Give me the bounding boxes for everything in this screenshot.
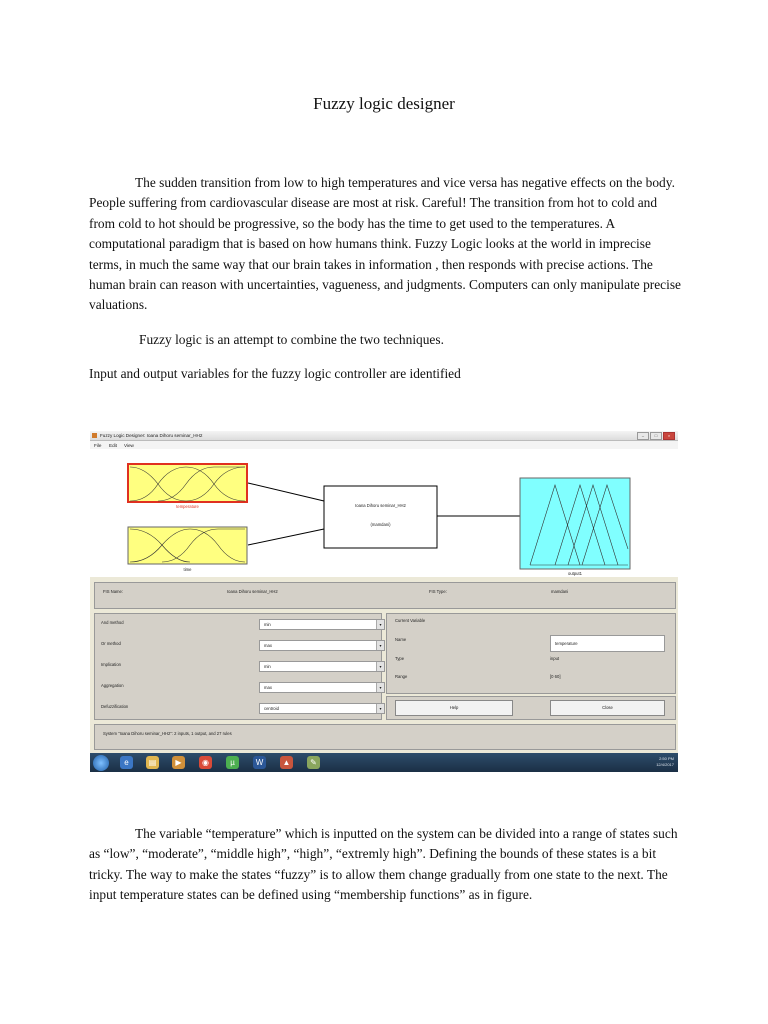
- fis-type-label: FIS Type:: [429, 589, 447, 594]
- chevron-down-icon: ▾: [376, 683, 384, 692]
- notepad-icon[interactable]: ✎: [307, 756, 320, 769]
- and-method-value: min: [264, 622, 271, 627]
- fis-diagram: [90, 449, 678, 577]
- windows-taskbar: [90, 753, 678, 772]
- defuzzification-select[interactable]: [259, 703, 385, 714]
- variable-range-value: [0 60]: [550, 674, 561, 679]
- fis-name-value: Ioana Dihoru seminar_HH2: [227, 589, 278, 594]
- output-label: output1: [568, 571, 582, 576]
- internet-explorer-icon[interactable]: e: [120, 756, 133, 769]
- torrent-icon[interactable]: µ: [226, 756, 239, 769]
- paragraph-variables: Input and output variables for the fuzzy logic controller are identified: [89, 366, 461, 381]
- variable-name-value: temperature: [555, 641, 578, 646]
- variable-name-field[interactable]: [550, 635, 665, 652]
- help-button[interactable]: Help: [395, 700, 513, 716]
- method-label-implication: Implication: [101, 662, 122, 667]
- menu-edit[interactable]: Edit: [109, 443, 117, 448]
- or-method-value: max: [264, 643, 272, 648]
- paragraph-fuzzy-attempt: Fuzzy logic is an attempt to combine the two techniques.: [139, 332, 444, 347]
- current-variable-title: Current Variable: [395, 618, 426, 623]
- window-title: Fuzzy Logic Designer: Ioana Dihoru seminar_HH2: [100, 433, 203, 438]
- media-player-icon[interactable]: ▶: [172, 756, 185, 769]
- clock-date: 12/4/2017: [656, 762, 674, 767]
- output-block[interactable]: [520, 478, 630, 569]
- aggregation-value: max: [264, 685, 272, 690]
- menu-bar: [90, 441, 678, 449]
- intro-paragraph: The sudden transition from low to high temperatures and vice versa has negative effects on the body. People suffering from cardiovascular disease are most at risk. Careful! The transition from hot to cold and from cold to hot should be progressive, so the body has the time to get used to the temperatures. A computational paradigm that is based on how humans think. Fuzzy Logic looks at the world in imprecise terms, in much the same way that our brain takes in information , then responds with precise actions. The human brain can reason with uncertainties, vagueness, and judgments. Computers can only manipulate precise valuations.: [89, 175, 681, 313]
- variable-type-label: Type: [395, 656, 405, 661]
- matlab-app-icon: [92, 433, 97, 438]
- implication-value: min: [264, 664, 271, 669]
- input-temperature-label: temperature: [176, 504, 199, 509]
- clock-time: 2:50 PM: [659, 756, 674, 761]
- window-titlebar: [90, 431, 678, 441]
- status-panel: [94, 724, 676, 750]
- fis-name-label: FIS Name:: [103, 589, 124, 594]
- variable-range-label: Range: [395, 674, 408, 679]
- buttons-panel: [386, 696, 676, 720]
- chevron-down-icon: ▾: [376, 704, 384, 713]
- implication-select[interactable]: [259, 661, 385, 672]
- method-label-defuzzification: Defuzzification: [101, 704, 129, 709]
- aggregation-select[interactable]: [259, 682, 385, 693]
- minimize-icon[interactable]: –: [637, 432, 649, 440]
- folder-icon[interactable]: ▤: [146, 756, 159, 769]
- matlab-icon[interactable]: ▲: [280, 756, 293, 769]
- input-temperature-block[interactable]: [128, 464, 247, 502]
- fuzzy-designer-screenshot: [90, 431, 678, 772]
- input-time-block[interactable]: [128, 527, 247, 564]
- variable-name-label: Name: [395, 637, 407, 642]
- maximize-icon[interactable]: □: [650, 432, 662, 440]
- menu-view[interactable]: View: [124, 443, 134, 448]
- method-label-or: Or method: [101, 641, 121, 646]
- document-title: Fuzzy logic designer: [313, 94, 455, 113]
- chevron-down-icon: ▾: [376, 641, 384, 650]
- chevron-down-icon: ▾: [376, 662, 384, 671]
- menu-file[interactable]: File: [94, 443, 102, 448]
- fis-type-value: mamdani: [551, 589, 569, 594]
- status-text: System "Ioana Dihoru seminar_HH2": 2 inputs, 1 output, and 27 rules: [103, 731, 232, 736]
- methods-panel: [94, 613, 382, 720]
- input-time-label: time: [183, 567, 192, 572]
- current-variable-panel: [386, 613, 676, 694]
- system-type: (mamdani): [370, 522, 391, 527]
- paragraph-temperature-states: The variable “temperature” which is inputted on the system can be divided into a range of states such as “low”, “moderate”, “middle high”, “high”, “extremly high”. Defining the bounds of these states is a bit tricky. The way to make the states “fuzzy” is to allow them change gradually from one state to the next. The input temperature states can be defined using “membership functions” as in figure.: [89, 826, 678, 903]
- defuzzification-value: centroid: [264, 706, 279, 711]
- start-button-icon[interactable]: [93, 755, 109, 771]
- method-label-and: And method: [101, 620, 124, 625]
- fis-info-panel: [94, 582, 676, 609]
- system-tray: [656, 756, 674, 768]
- close-button[interactable]: Close: [550, 700, 665, 716]
- chevron-down-icon: ▾: [376, 620, 384, 629]
- chrome-icon[interactable]: ◉: [199, 756, 212, 769]
- method-label-aggregation: Aggregation: [101, 683, 124, 688]
- variable-type-value: input: [550, 656, 560, 661]
- system-name: Ioana Dihoru seminar_HH2: [355, 503, 406, 508]
- word-icon[interactable]: W: [253, 756, 266, 769]
- and-method-select[interactable]: [259, 619, 385, 630]
- close-icon[interactable]: ×: [663, 432, 675, 440]
- or-method-select[interactable]: [259, 640, 385, 651]
- system-block[interactable]: [324, 486, 437, 548]
